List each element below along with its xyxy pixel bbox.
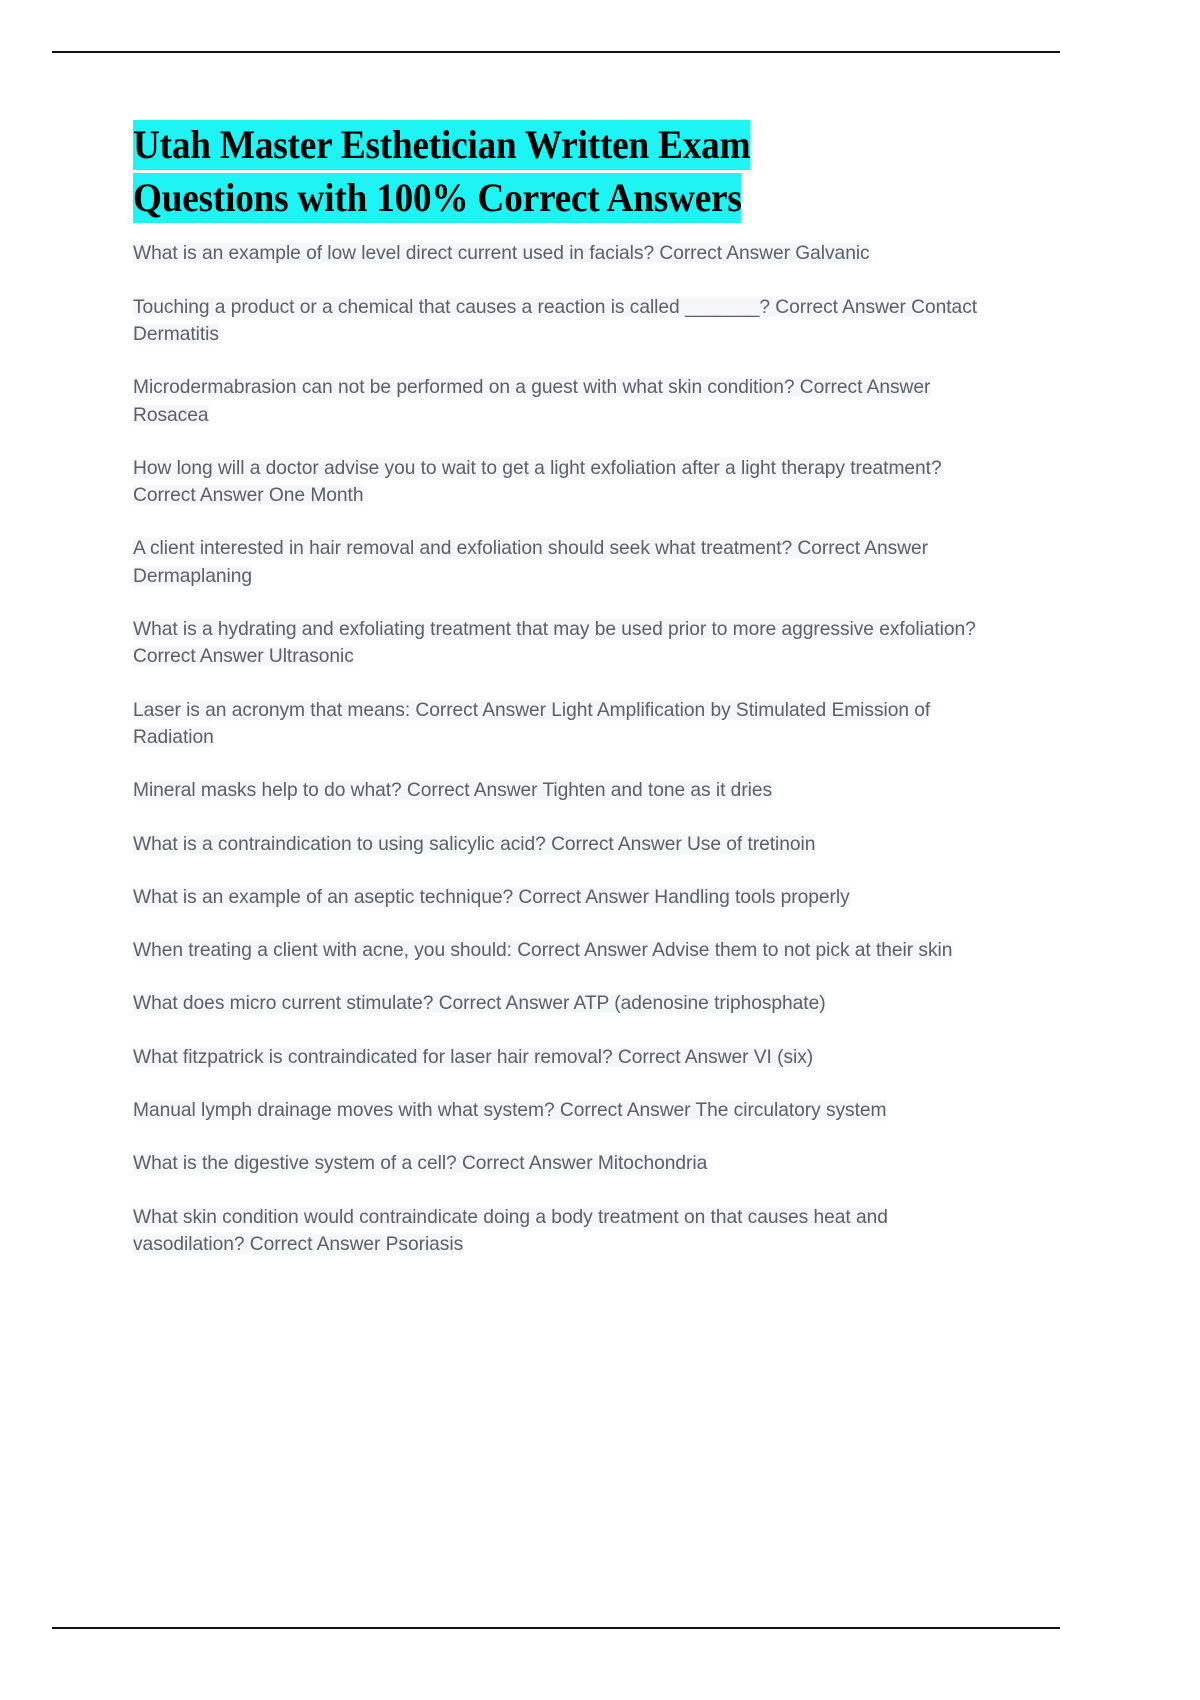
qa-paragraph (133, 374, 1000, 429)
qa-paragraph (133, 1150, 1000, 1177)
qa-paragraph-text: Microdermabrasion can not be performed on a guest with what skin condition? Correct Answer Rosacea (133, 376, 931, 426)
page-title-line-2: Questions with 100% Correct Answers (133, 173, 742, 223)
qa-paragraph-text: What is a hydrating and exfoliating treatment that may be used prior to more aggressive exfoliation? Correct Answer Ultrasonic (133, 618, 976, 668)
qa-paragraph (133, 884, 1000, 911)
qa-paragraph (133, 1044, 1000, 1071)
qa-paragraph (133, 240, 1000, 267)
qa-paragraph-text: Mineral masks help to do what? Correct Answer Tighten and tone as it dries (133, 779, 773, 802)
qa-paragraph-text: A client interested in hair removal and exfoliation should seek what treatment? Correct Answer Dermaplaning (133, 537, 929, 587)
header-divider-rule (52, 51, 1060, 53)
qa-paragraph-text: What skin condition would contraindicate doing a body treatment on that causes heat and vasodilation? Correct Answer Psoriasis (133, 1205, 888, 1255)
qa-paragraph-text: Touching a product or a chemical that causes a reaction is called _______? Correct Answer Contact Dermatitis (133, 295, 978, 345)
qa-paragraph (133, 831, 1000, 858)
qa-paragraph (133, 535, 1000, 590)
footer-divider-rule (52, 1627, 1060, 1629)
qa-paragraph (133, 1204, 1000, 1259)
qa-paragraph-text: When treating a client with acne, you should: Correct Answer Advise them to not pick at their skin (133, 939, 953, 962)
qa-paragraph-text: How long will a doctor advise you to wait to get a light exfoliation after a light therapy treatment? Correct Answer One Month (133, 456, 942, 507)
page-title-line-1: Utah Master Esthetician Written Exam (133, 120, 750, 170)
qa-paragraph (133, 294, 1000, 349)
qa-paragraph-text: What is an example of an aseptic technique? Correct Answer Handling tools properly (133, 885, 850, 908)
document-content (133, 118, 1013, 1258)
qa-paragraph (133, 990, 1000, 1017)
qa-paragraph-text: What is a contraindication to using salicylic acid? Correct Answer Use of tretinoin (133, 832, 816, 855)
qa-paragraph-text: Manual lymph drainage moves with what system? Correct Answer The circulatory system (133, 1099, 887, 1122)
qa-paragraph-list (133, 240, 1013, 1258)
qa-paragraph (133, 697, 1000, 752)
qa-paragraph-text: What is an example of low level direct current used in facials? Correct Answer Galvanic (133, 242, 870, 265)
qa-paragraph (133, 777, 1000, 804)
qa-paragraph (133, 937, 1000, 964)
qa-paragraph (133, 616, 1000, 671)
qa-paragraph-text: Laser is an acronym that means: Correct Answer Light Amplification by Stimulated Emission of Radiation (133, 698, 931, 748)
qa-paragraph (133, 1097, 1000, 1124)
page-title (133, 118, 914, 224)
qa-paragraph-text: What fitzpatrick is contraindicated for laser hair removal? Correct Answer VI (six) (133, 1045, 814, 1068)
qa-paragraph (133, 455, 1000, 510)
qa-paragraph-text: What does micro current stimulate? Correct Answer ATP (adenosine triphosphate) (133, 992, 826, 1015)
qa-paragraph-text: What is the digestive system of a cell? Correct Answer Mitochondria (133, 1152, 708, 1175)
